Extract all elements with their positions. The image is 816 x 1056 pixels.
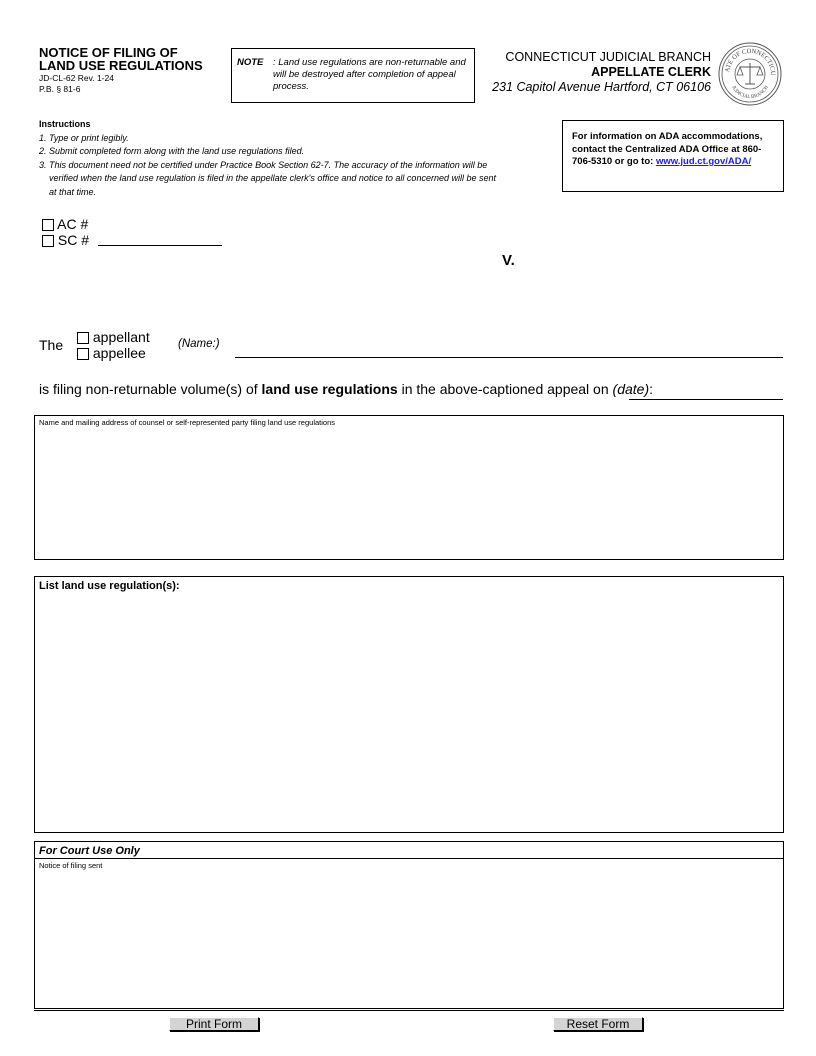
print-form-button[interactable]: Print Form (169, 1017, 259, 1031)
ac-label: AC # (57, 216, 89, 232)
filing-text-bold: land use regulations (261, 381, 398, 397)
practice-book-ref: P.B. § 81-6 (39, 84, 81, 94)
filing-date-field[interactable] (629, 383, 783, 400)
the-label: The (39, 337, 64, 353)
instruction-item-2: 2. Submit completed form along with the land use regulations filed. (39, 146, 305, 156)
date-label: (date) (612, 381, 650, 397)
seal-bottom-text: JUDICIAL BRANCH (730, 85, 770, 101)
instructions (39, 118, 499, 199)
form-title-line2: LAND USE REGULATIONS (39, 58, 203, 73)
ac-checkbox[interactable] (42, 219, 54, 231)
regulations-list-caption: List land use regulation(s): (39, 580, 180, 592)
appellee-row (77, 345, 146, 361)
appellee-checkbox[interactable] (77, 348, 89, 360)
form-title (39, 46, 203, 95)
agency-name: CONNECTICUT JUDICIAL BRANCH (505, 50, 711, 64)
instruction-item-3: 3. This document need not be certified under Practice Book Section 62-7. The accuracy of the information will be verified when the land use regulation is filed in the appellate clerk's office and notice to all concerned will be sent at that time. (39, 159, 496, 197)
court-use-box (34, 841, 784, 1009)
sc-label: SC # (57, 232, 90, 248)
ada-link[interactable]: www.jud.ct.gov/ADA/ (655, 156, 752, 167)
seal-top-text: ATE OF CONNECTICU (724, 47, 777, 76)
appellee-label: appellee (92, 345, 146, 361)
ada-info-box (562, 120, 784, 192)
form-title-line1: NOTICE OF FILING OF (39, 45, 178, 60)
filing-text-pre: is filing non-returnable volume(s) of (39, 381, 262, 397)
note-box (231, 48, 475, 103)
note-text: : Land use regulations are non-returnable and will be destroyed after completion of appeal process. (273, 57, 466, 92)
agency-address: 231 Capitol Avenue Hartford, CT 06106 (492, 80, 711, 94)
filing-sentence (39, 381, 653, 397)
agency-header (492, 50, 711, 95)
instruction-item-1: 1. Type or print legibly. (39, 132, 129, 143)
agency-office: APPELLATE CLERK (591, 65, 711, 79)
court-use-heading: For Court Use Only (35, 842, 783, 859)
party-name-field[interactable] (235, 340, 783, 358)
filing-text-post: in the above-captioned appeal on (397, 381, 613, 397)
regulations-list-box[interactable] (34, 576, 784, 833)
reset-form-button[interactable]: Reset Form (553, 1017, 643, 1031)
versus-label: V. (502, 252, 515, 269)
bottom-rule (34, 1010, 784, 1011)
name-label: (Name:) (178, 338, 220, 350)
state-seal-icon (718, 42, 782, 106)
filing-colon: : (649, 381, 653, 397)
ada-text: For information on ADA accommodations, contact the Centralized ADA Office at 860-706-5310 or go to: (572, 131, 763, 167)
appellant-checkbox[interactable] (77, 332, 89, 344)
notice-sent-caption: Notice of filing sent (39, 861, 103, 870)
address-box[interactable] (34, 415, 784, 560)
note-label: NOTE (237, 57, 264, 68)
sc-number-field[interactable] (98, 232, 222, 246)
form-number: JD-CL-62 Rev. 1-24 (39, 73, 114, 83)
appellant-label: appellant (92, 329, 150, 345)
address-caption: Name and mailing address of counsel or self-represented party filing land use regulations (39, 418, 335, 427)
sc-row (42, 232, 89, 248)
ac-row (42, 216, 88, 232)
sc-checkbox[interactable] (42, 235, 54, 247)
instructions-heading: Instructions (39, 119, 91, 129)
appellant-row (77, 329, 150, 345)
